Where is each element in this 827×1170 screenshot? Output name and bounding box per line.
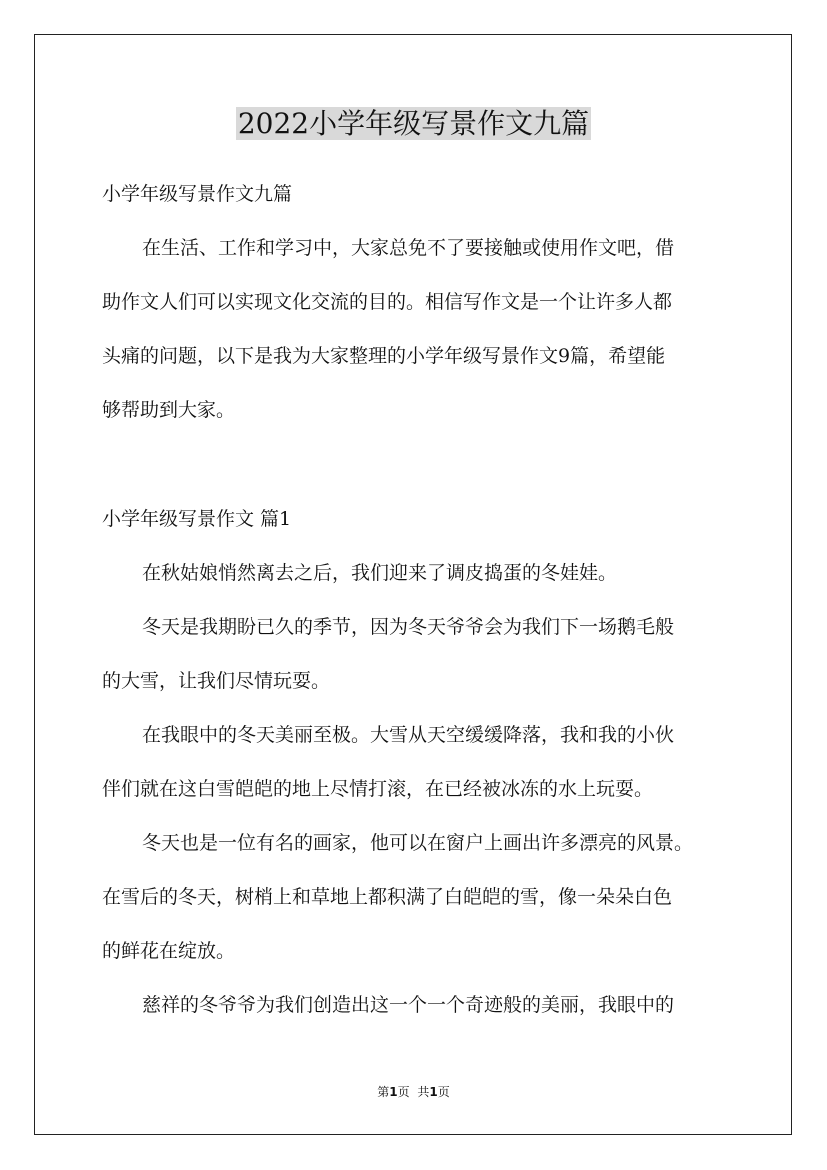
body-line-1: 在秋姑娘悄然离去之后，我们迎来了调皮捣蛋的冬娃娃。 xyxy=(142,562,618,584)
footer-page-suffix: 页 xyxy=(397,1085,410,1099)
footer-total-label: 共 xyxy=(417,1085,430,1099)
intro-line-2: 助作文人们可以实现文化交流的目的。相信写作文是一个让许多人都 xyxy=(102,291,673,313)
intro-line-3: 头痛的问题，以下是我为大家整理的小学年级写景作文9篇，希望能 xyxy=(102,345,666,367)
document-subtitle: 小学年级写景作文九篇 xyxy=(102,183,293,205)
body-line-7: 在雪后的冬天，树梢上和草地上都积满了白皑皑的雪，像一朵朵白色 xyxy=(102,886,673,908)
body-line-6: 冬天也是一位有名的画家，他可以在窗户上画出许多漂亮的风景。 xyxy=(142,832,694,854)
body-line-3: 的大雪，让我们尽情玩耍。 xyxy=(102,670,331,692)
body-line-9: 慈祥的冬爷爷为我们创造出这一个一个奇迹般的美丽，我眼中的 xyxy=(142,994,675,1016)
footer-total-suffix: 页 xyxy=(437,1085,450,1099)
body-line-4: 在我眼中的冬天美丽至极。大雪从天空缓缓降落，我和我的小伙 xyxy=(142,724,675,746)
intro-line-4: 够帮助到大家。 xyxy=(102,399,236,421)
document-title-text: 2022小学年级写景作文九篇 xyxy=(237,107,590,140)
document-title xyxy=(0,104,827,144)
intro-line-1: 在生活、工作和学习中，大家总免不了要接触或使用作文吧，借 xyxy=(142,237,675,259)
page-footer xyxy=(0,1085,827,1099)
footer-page-number: 1 xyxy=(389,1085,398,1099)
footer-page-label: 第 xyxy=(377,1085,390,1099)
body-line-5: 伴们就在这白雪皑皑的地上尽情打滚，在已经被冰冻的水上玩耍。 xyxy=(102,778,654,800)
body-line-2: 冬天是我期盼已久的季节，因为冬天爷爷会为我们下一场鹅毛般 xyxy=(142,616,675,638)
body-line-8: 的鲜花在绽放。 xyxy=(102,940,236,962)
section-heading: 小学年级写景作文 篇1 xyxy=(102,508,292,530)
footer-total-number: 1 xyxy=(429,1085,438,1099)
